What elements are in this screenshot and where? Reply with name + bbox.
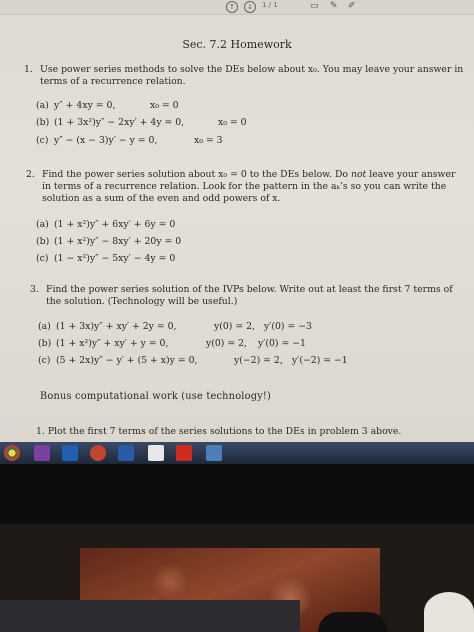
- problem-2b: (b) (1 + x²)y″ − 8xy′ + 20y = 0: [36, 236, 182, 247]
- explorer-icon[interactable]: [206, 445, 222, 461]
- chrome-icon[interactable]: [4, 445, 20, 461]
- page-up-icon[interactable]: ↑: [226, 1, 238, 13]
- problem-1c: (c) y″ − (x − 3)y′ − y = 0, x₀ = 3: [36, 135, 223, 146]
- bonus-item-1: 1. Plot the first 7 terms of the series solutions to the DEs in problem 3 above.: [36, 426, 402, 437]
- highlight-icon[interactable]: ✐: [348, 1, 356, 11]
- acrobat-icon[interactable]: [176, 445, 192, 461]
- taskbar: [0, 442, 474, 464]
- keyboard: [0, 600, 300, 632]
- problem-3: 3. Find the power series solution of the IVPs below. Write out at least the first 7 terms of the solution. (Technology will be useful.): [30, 284, 453, 307]
- page-down-icon[interactable]: ↓: [244, 1, 256, 13]
- word-icon[interactable]: [118, 445, 134, 461]
- problem-3c: (c) (5 + 2x)y″ − y′ + (5 + x)y = 0, y(−2) = 2, y′(−2) = −1: [38, 355, 348, 366]
- problem-2: 2. Find the power series solution about x₀ = 0 to the DEs below. Do not leave your answer in terms of a recurrence relation. Look for the pattern in the aₖ’s so you can write the solution as a sum of the even and odd powers of x.: [26, 169, 456, 204]
- comment-icon[interactable]: ▭: [310, 1, 319, 11]
- bonus-heading: Bonus computational work (use technology!): [40, 391, 272, 402]
- monitor-bezel: [0, 464, 474, 524]
- problem-3b: (b) (1 + x²)y″ + xy′ + y = 0, y(0) = 2, y′(0) = −1: [38, 338, 306, 349]
- mouse: [318, 612, 388, 632]
- problem-2c: (c) (1 − x²)y″ − 5xy′ − 4y = 0: [36, 253, 176, 264]
- word-doc-icon[interactable]: [148, 445, 164, 461]
- outlook-icon[interactable]: [62, 445, 78, 461]
- problem-1a: (a) y″ + 4xy = 0, x₀ = 0: [36, 100, 179, 111]
- powerpoint-icon[interactable]: [90, 445, 106, 461]
- page-indicator: 1 / 1: [262, 1, 278, 9]
- problem-2a: (a) (1 + x²)y″ + 6xy′ + 6y = 0: [36, 219, 176, 230]
- cup: [424, 592, 474, 632]
- problem-1-text: Use power series methods to solve the DEs below about x₀. You may leave your answer in terms of a recurrence relation.: [40, 64, 464, 87]
- problem-1b: (b) (1 + 3x²)y″ − 2xy′ + 4y = 0, x₀ = 0: [36, 117, 247, 128]
- pdf-toolbar: [0, 0, 474, 15]
- problem-3a: (a) (1 + 3x)y″ + xy′ + 2y = 0, y(0) = 2, y′(0) = −3: [38, 321, 312, 332]
- page-title: Sec. 7.2 Homework: [182, 38, 292, 51]
- pen-icon[interactable]: ✎: [330, 1, 338, 11]
- onenote-icon[interactable]: [34, 445, 50, 461]
- problem-1: 1. Use power series methods to solve the DEs below about x₀. You may leave your answer in terms of a recurrence relation.: [24, 64, 464, 87]
